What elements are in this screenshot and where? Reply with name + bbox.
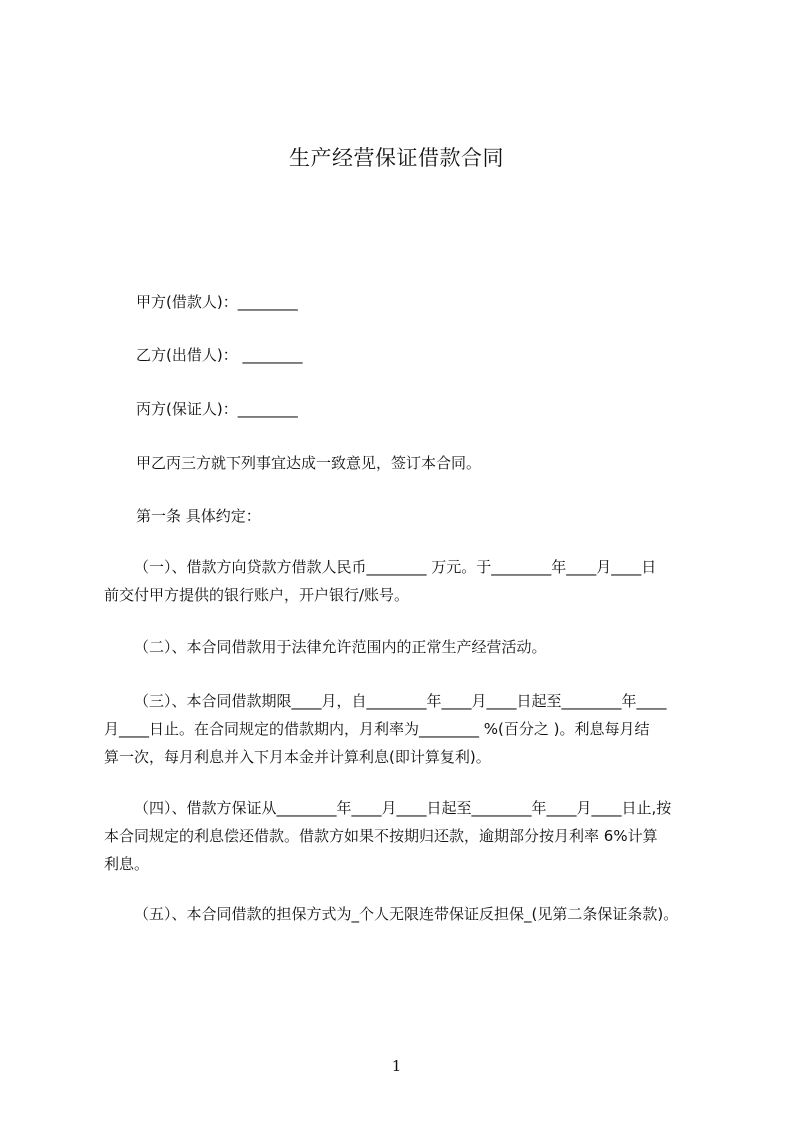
clause-5 bbox=[104, 900, 704, 928]
clause-1-line-2: 前交付甲方提供的银行账户，开户银行/账号。 bbox=[104, 586, 410, 604]
party-b-line: 乙方(出借人)： ________ bbox=[136, 346, 303, 364]
intro-paragraph: 甲乙丙三方就下列事宜达成一致意见，签订本合同。 bbox=[136, 454, 482, 472]
article-1-heading: 第一条 具体约定： bbox=[136, 507, 261, 525]
clause-3-line-3: 算一次，每月利息并入下月本金并计算利息(即计算复利)。 bbox=[104, 748, 491, 766]
clause-5-line-1: （五）、本合同借款的担保方式为_个人无限连带保证反担保_(见第二条保证条款)。 bbox=[134, 905, 679, 923]
party-c-line: 丙方(保证人)：________ bbox=[136, 400, 298, 418]
party-a-line: 甲方(借款人)：________ bbox=[136, 293, 298, 311]
clause-2-line-1: （二）、本合同借款用于法律允许范围内的正常生产经营活动。 bbox=[134, 638, 547, 656]
clause-4-line-1: （四）、借款方保证从________年____月____日起至________年____月____日止,按 bbox=[134, 799, 672, 817]
document-title: 生产经营保证借款合同 bbox=[289, 146, 504, 170]
clause-1-line-1: （一）、借款方向贷款方借款人民币________ 万元。于________年____月____日 bbox=[134, 558, 657, 576]
clause-3-line-1: （三）、本合同借款期限____月，自________年____月____日起至________年____ bbox=[134, 692, 667, 710]
clause-4-line-2: 本合同规定的利息偿还借款。借款方如果不按期归还款，逾期部分按月利率 6%计算 bbox=[104, 827, 658, 845]
clause-1 bbox=[104, 553, 704, 609]
clause-2 bbox=[104, 633, 704, 661]
clause-4 bbox=[104, 794, 704, 878]
clause-4-line-3: 利息。 bbox=[104, 855, 150, 873]
page-number: 1 bbox=[391, 1057, 402, 1075]
clause-3-line-2: 月____日止。在合同规定的借款期内，月利率为________ %(百分之 )。利息每月结 bbox=[104, 720, 650, 738]
clause-3 bbox=[104, 687, 704, 771]
